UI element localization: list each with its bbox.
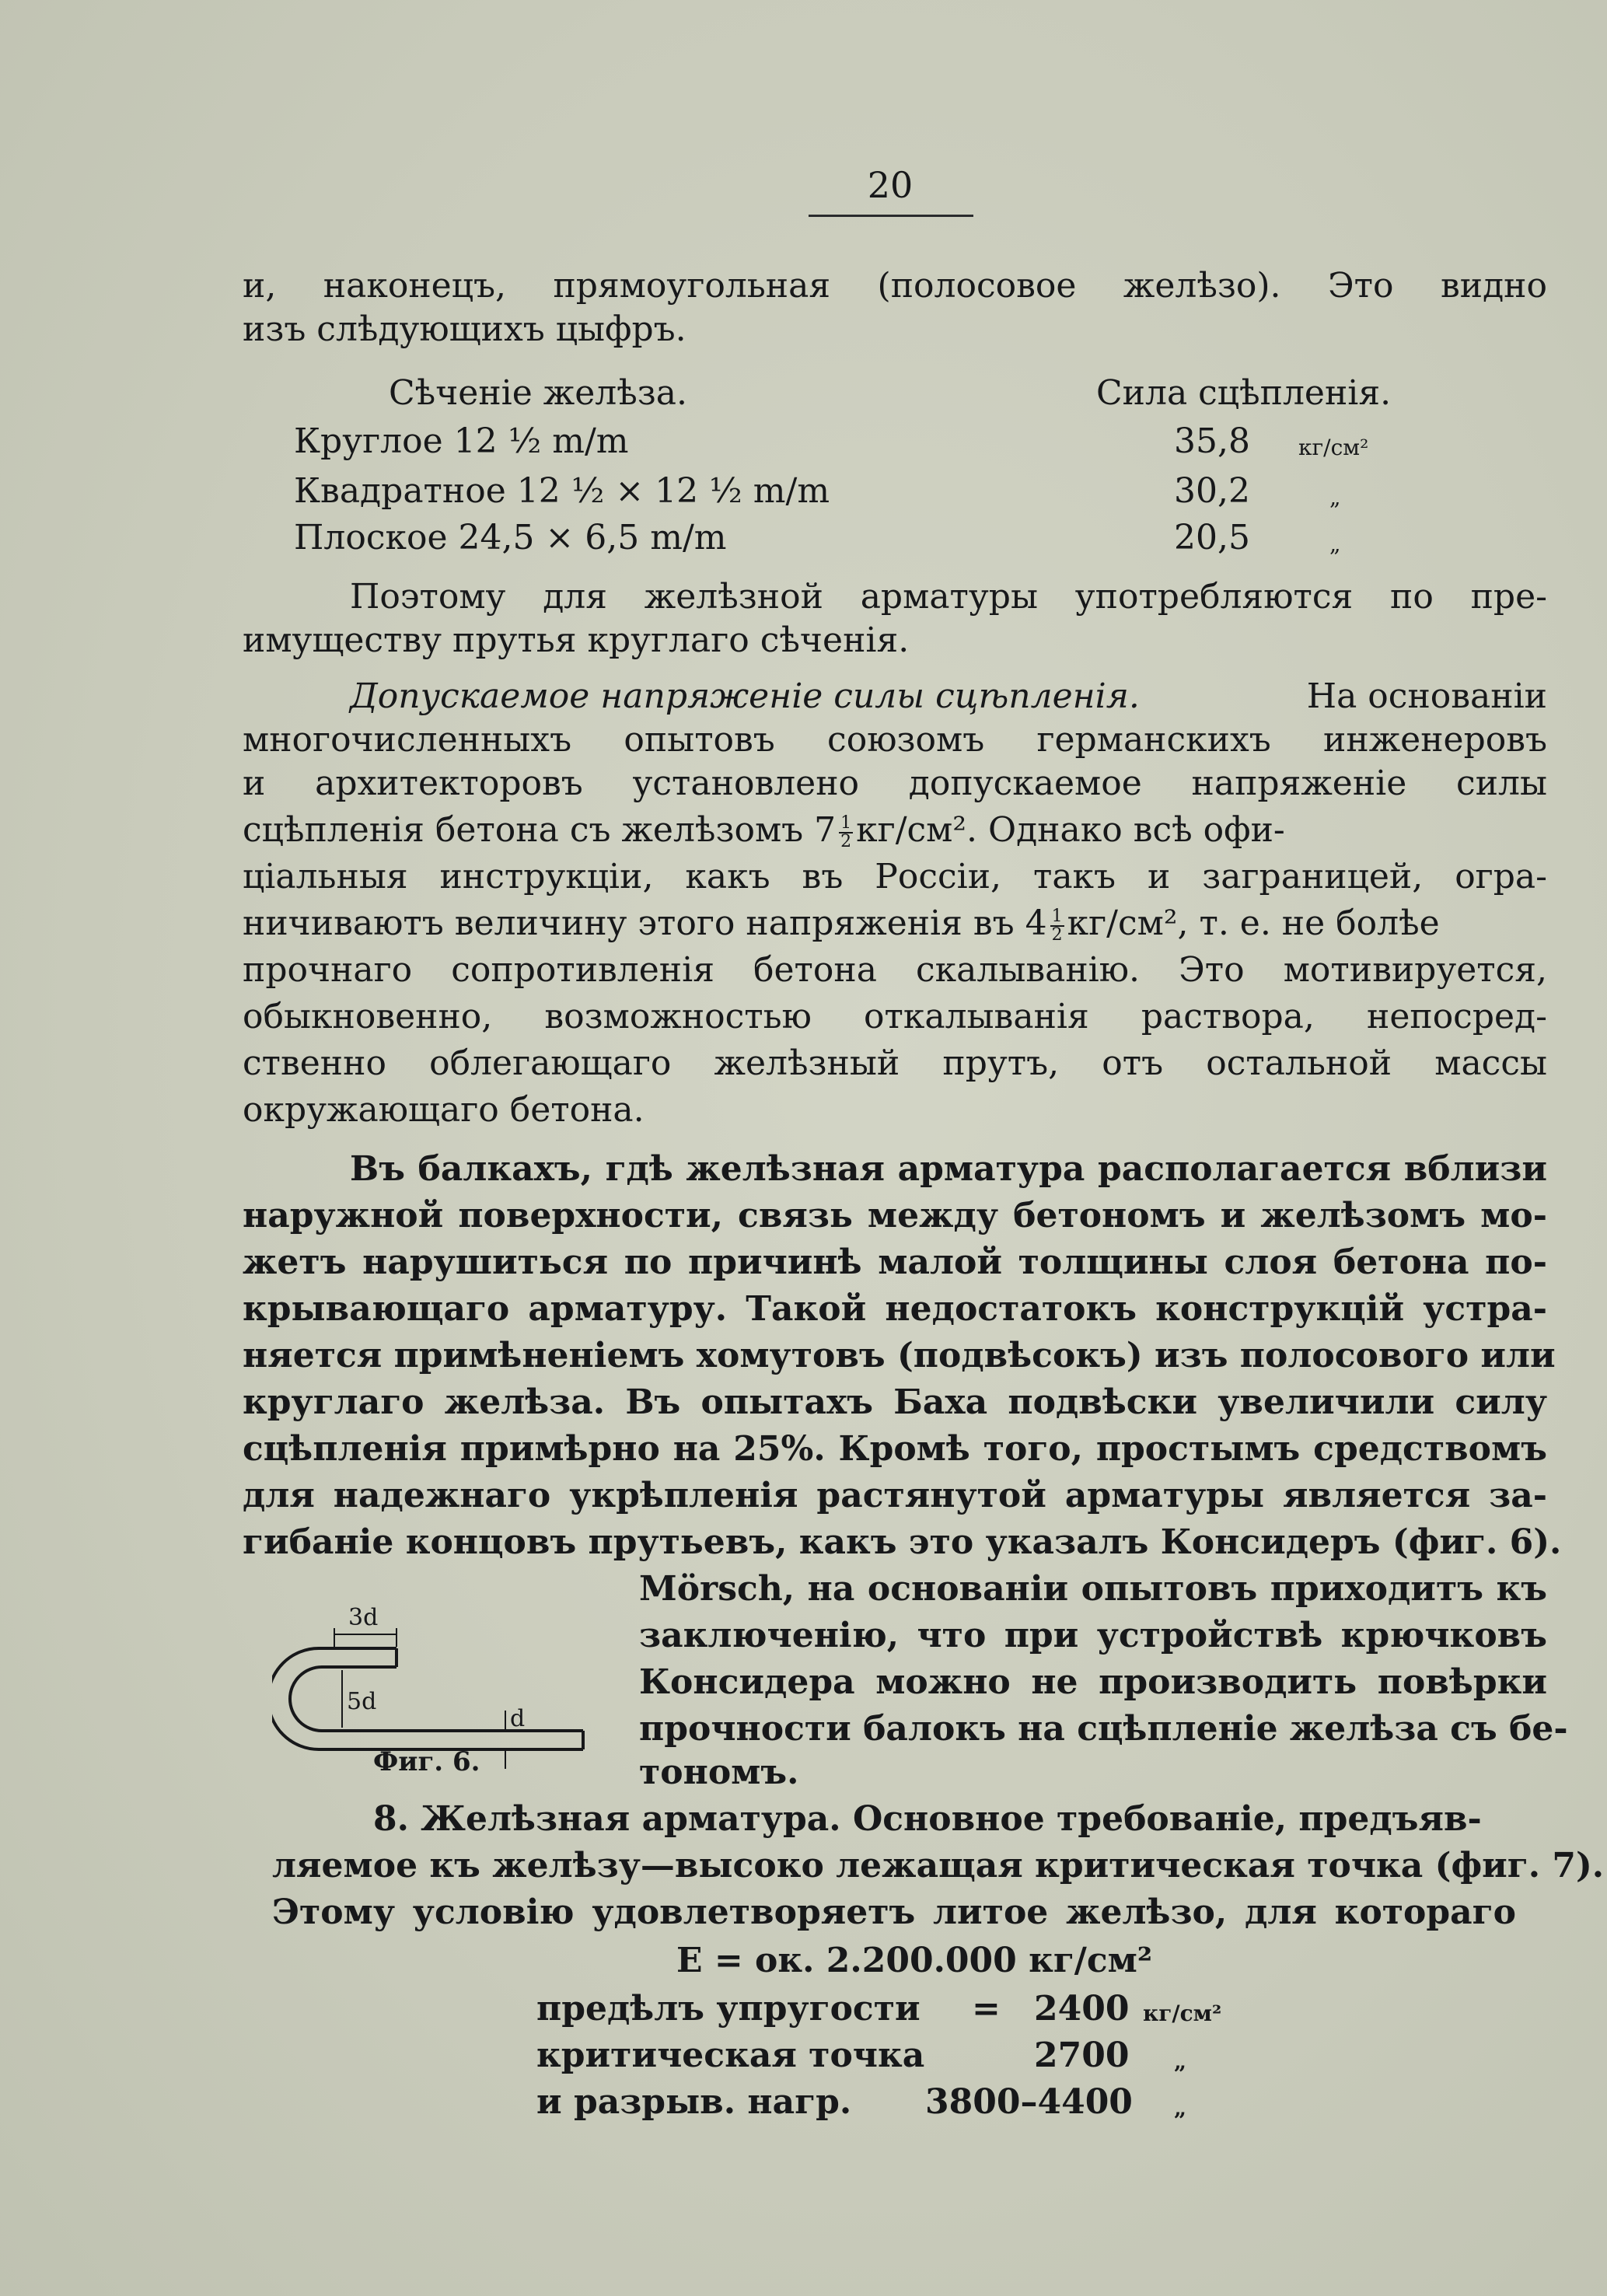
prop-unit: кг/см² — [1143, 2001, 1222, 2026]
text-fragment: сцѣпленія бетона съ желѣзомъ 7 — [243, 810, 837, 850]
paragraph-line: многочисленныхъ опытовъ союзомъ германскихъ инженеровъ — [243, 720, 1547, 760]
section-number: 8. — [373, 1799, 409, 1839]
prop-name: и разрыв. нагр. — [536, 2082, 852, 2122]
paragraph-line: обыкновенно, возможностью откалыванія раствора, непосред- — [243, 997, 1547, 1036]
paragraph-line: изъ слѣдующихъ цыфръ. — [243, 309, 686, 349]
paragraph-line: Въ балкахъ, гдѣ желѣзная арматура располагается вблизи — [350, 1149, 1547, 1189]
page-number: 20 — [867, 164, 914, 206]
fraction-one-half: $\frac{1}{2}$ — [840, 813, 852, 851]
prop-value: 2700 — [1034, 2036, 1130, 2075]
paragraph-line: Консидера можно не производить повѣрки — [639, 1662, 1547, 1702]
paragraph-line: сцѣпленія примѣрно на 25%. Кромѣ того, простымъ средствомъ — [243, 1429, 1547, 1469]
text-fragment: кг/см². Однако всѣ офи- — [856, 810, 1285, 850]
table-row-name: Круглое 12 ½ m/m — [294, 421, 629, 461]
paragraph-line: и архитекторовъ установлено допускаемое напряженіе силы — [243, 764, 1547, 803]
paragraph-line: няется примѣненіемъ хомутовъ (подвѣсокъ) изъ полосового или — [243, 1336, 1556, 1375]
paragraph-line — [243, 902, 1547, 945]
paragraph-line — [243, 809, 1547, 852]
paragraph-line: крывающаго арматуру. Такой недостатокъ конструкцій устра- — [243, 1289, 1547, 1329]
paragraph-line: Mörsch, на основаніи опытовъ приходитъ къ — [639, 1569, 1547, 1609]
prop-name: критическая точка — [536, 2036, 925, 2075]
prop-value: 2400 — [1034, 1989, 1130, 2029]
label-5d: 5d — [347, 1688, 377, 1715]
italic-heading: Допускаемое напряженіе силы сцѣпленія. — [350, 676, 1140, 716]
heading-rest: На основаніи — [1306, 676, 1547, 716]
section-title: Желѣзная арматура. — [421, 1799, 841, 1839]
table-row-name: Квадратное 12 ½ × 12 ½ m/m — [294, 471, 830, 511]
paragraph-line: тономъ. — [639, 1753, 799, 1792]
paragraph-line: ціальныя инструкціи, какъ въ Россіи, такъ и заграницей, огра- — [243, 857, 1547, 896]
paragraph-line: жетъ нарушиться по причинѣ малой толщины слоя бетона по- — [243, 1242, 1547, 1282]
paragraph-line: прочности балокъ на сцѣпленіе желѣза съ бе- — [639, 1709, 1568, 1749]
paragraph-line: Этому условію удовлетворяетъ литое желѣзо, для котораго — [272, 1892, 1516, 1932]
figure-caption: Фиг. 6. — [373, 1746, 480, 1777]
text-fragment: кг/см², т. е. не болѣе — [1067, 903, 1440, 943]
table-header-right: Сила сцѣпленія. — [1096, 373, 1392, 413]
paragraph-line: заключенію, что при устройствѣ крючковъ — [639, 1616, 1547, 1655]
paragraph-line: Поэтому для желѣзной арматуры употребляются по пре- — [350, 577, 1547, 617]
text-fragment: Основное требованіе, предъяв- — [852, 1799, 1482, 1839]
label-3d: 3d — [348, 1604, 379, 1631]
paragraph-line: имуществу прутья круглаго сѣченія. — [243, 620, 910, 660]
text-fragment: ничиваютъ величину этого напряженія въ 4 — [243, 903, 1047, 943]
table-row-value: 30,2 — [1174, 471, 1250, 511]
table-row-unit: „ — [1329, 484, 1341, 510]
label-d: d — [510, 1705, 526, 1732]
prop-name: предѣлъ упругости — [536, 1989, 921, 2029]
paragraph-line: круглаго желѣза. Въ опытахъ Баха подвѣски увеличили силу — [243, 1382, 1547, 1422]
table-row-name: Плоское 24,5 × 6,5 m/m — [294, 518, 727, 557]
page-number-rule — [809, 215, 973, 217]
paragraph-line: и, наконецъ, прямоугольная (полосовое желѣзо). Это видно — [243, 266, 1547, 306]
section-heading-line — [373, 1798, 1547, 1841]
paragraph-line: прочнаго сопротивленія бетона скалыванію. Это мотивируется, — [243, 950, 1547, 990]
paragraph-line: для надежнаго укрѣпленія растянутой арматуры является за- — [243, 1476, 1547, 1515]
paragraph-line: наружной поверхности, связь между бетономъ и желѣзомъ мо- — [243, 1196, 1547, 1235]
table-row-value: 35,8 — [1174, 421, 1250, 461]
paragraph-line: окружающаго бетона. — [243, 1090, 645, 1130]
fraction-one-half: $\frac{1}{2}$ — [1051, 906, 1063, 945]
paragraph-line: гибаніе концовъ прутьевъ, какъ это указалъ Консидеръ (фиг. 6). — [243, 1522, 1562, 1562]
table-header-left: Сѣченіе желѣза. — [389, 373, 687, 413]
paragraph-line: ственно облегающаго желѣзный прутъ, отъ остальной массы — [243, 1043, 1547, 1083]
prop-eq: = — [972, 1989, 1001, 2029]
modulus-line: E = ок. 2.200.000 кг/см² — [676, 1941, 1153, 1980]
prop-value: 3800–4400 — [925, 2082, 1133, 2122]
table-row-unit: „ — [1329, 531, 1341, 557]
paragraph-line: ляемое къ желѣзу—высоко лежащая критическая точка (фиг. 7). — [272, 1846, 1605, 1885]
table-row-value: 20,5 — [1174, 518, 1250, 557]
prop-unit: „ — [1174, 2095, 1187, 2121]
paragraph-line — [350, 675, 1547, 718]
table-row-unit: кг/см² — [1298, 435, 1369, 460]
prop-unit: „ — [1174, 2049, 1187, 2074]
